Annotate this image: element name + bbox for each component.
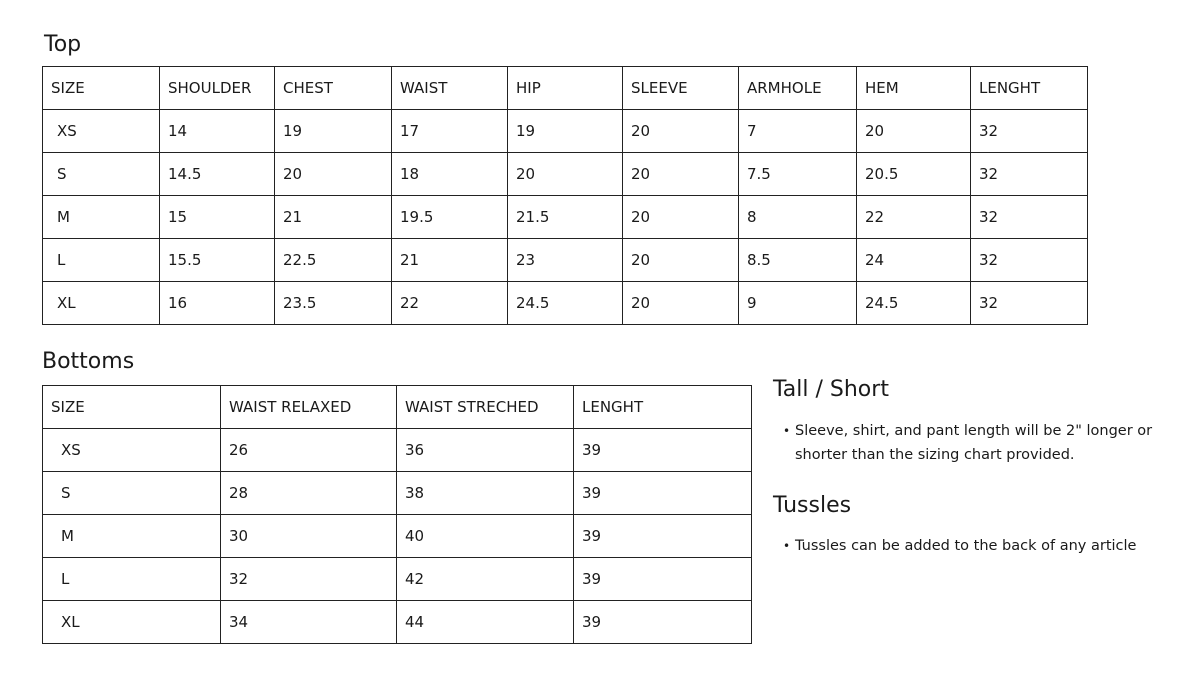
bottoms-table-cell: 39 [574, 429, 752, 472]
top-table-cell: 19 [508, 110, 623, 153]
top-table-cell: 18 [392, 153, 508, 196]
top-table-cell: 19 [275, 110, 392, 153]
top-column-header: HEM [857, 67, 971, 110]
bullet-icon: • [783, 539, 791, 553]
top-table-cell: 32 [971, 239, 1088, 282]
top-size-cell: XS [43, 110, 160, 153]
top-table-cell: 8.5 [739, 239, 857, 282]
tall-short-note-text: Sleeve, shirt, and pant length will be 2" longer or shorter than the sizing chart provided. [795, 423, 1153, 463]
tall-short-note [783, 419, 1183, 467]
bottoms-table-cell: 32 [221, 558, 397, 601]
bottoms-table-cell: 38 [397, 472, 574, 515]
top-table-row [43, 282, 1088, 325]
top-table-cell: 23 [508, 239, 623, 282]
top-table-cell: 32 [971, 196, 1088, 239]
bottoms-table-cell: 28 [221, 472, 397, 515]
top-size-table [42, 66, 1088, 325]
top-header-row [43, 67, 1088, 110]
top-table-row [43, 196, 1088, 239]
top-table-cell: 32 [971, 110, 1088, 153]
top-column-header: SHOULDER [160, 67, 275, 110]
top-table-cell: 9 [739, 282, 857, 325]
bottoms-size-cell: L [43, 558, 221, 601]
top-table-row [43, 239, 1088, 282]
top-column-header: HIP [508, 67, 623, 110]
top-table-cell: 23.5 [275, 282, 392, 325]
top-table-cell: 14.5 [160, 153, 275, 196]
top-size-cell: M [43, 196, 160, 239]
top-table-cell: 17 [392, 110, 508, 153]
bottoms-table-cell: 34 [221, 601, 397, 644]
bottoms-column-header: WAIST STRECHED [397, 386, 574, 429]
top-table-cell: 32 [971, 282, 1088, 325]
top-table-cell: 20 [623, 110, 739, 153]
tall-short-title: Tall / Short [773, 377, 889, 402]
bottoms-size-cell: S [43, 472, 221, 515]
top-size-cell: L [43, 239, 160, 282]
top-table-cell: 21 [275, 196, 392, 239]
top-size-cell: XL [43, 282, 160, 325]
bottoms-table-cell: 36 [397, 429, 574, 472]
tussles-note [783, 534, 1183, 558]
tussles-title: Tussles [773, 493, 852, 518]
top-table-cell: 32 [971, 153, 1088, 196]
tussles-note-text: Tussles can be added to the back of any article [795, 538, 1137, 554]
top-table-cell: 20 [623, 153, 739, 196]
bottoms-size-table [42, 385, 752, 644]
top-column-header: SIZE [43, 67, 160, 110]
bottoms-table-cell: 42 [397, 558, 574, 601]
bottoms-table-cell: 39 [574, 558, 752, 601]
top-table-cell: 24 [857, 239, 971, 282]
bottoms-table-cell: 44 [397, 601, 574, 644]
top-table-cell: 22 [857, 196, 971, 239]
bottoms-column-header: WAIST RELAXED [221, 386, 397, 429]
top-column-header: LENGHT [971, 67, 1088, 110]
top-table-cell: 20 [508, 153, 623, 196]
bottoms-table-row [43, 558, 752, 601]
bottoms-header-row [43, 386, 752, 429]
top-table-cell: 20 [275, 153, 392, 196]
bottoms-size-cell: XS [43, 429, 221, 472]
top-table-cell: 15.5 [160, 239, 275, 282]
top-table-cell: 24.5 [857, 282, 971, 325]
bottoms-table-row [43, 429, 752, 472]
top-table-cell: 15 [160, 196, 275, 239]
bottoms-column-header: LENGHT [574, 386, 752, 429]
top-column-header: SLEEVE [623, 67, 739, 110]
bottoms-table-cell: 39 [574, 472, 752, 515]
bottoms-section-title: Bottoms [42, 349, 135, 374]
bottoms-table-cell: 40 [397, 515, 574, 558]
top-table-cell: 24.5 [508, 282, 623, 325]
top-size-cell: S [43, 153, 160, 196]
bottoms-table-row [43, 472, 752, 515]
bottoms-size-cell: XL [43, 601, 221, 644]
top-table-row [43, 153, 1088, 196]
bottoms-size-cell: M [43, 515, 221, 558]
bottoms-table-row [43, 601, 752, 644]
bullet-icon: • [783, 424, 791, 438]
top-table-cell: 22.5 [275, 239, 392, 282]
top-section-title: Top [44, 32, 82, 57]
top-table-cell: 14 [160, 110, 275, 153]
top-table-cell: 20 [857, 110, 971, 153]
bottoms-table-cell: 39 [574, 515, 752, 558]
top-table-cell: 19.5 [392, 196, 508, 239]
top-table-cell: 20 [623, 239, 739, 282]
top-table-cell: 7.5 [739, 153, 857, 196]
bottoms-column-header: SIZE [43, 386, 221, 429]
top-table-cell: 16 [160, 282, 275, 325]
top-column-header: WAIST [392, 67, 508, 110]
top-table-cell: 20 [623, 196, 739, 239]
top-table-cell: 20 [623, 282, 739, 325]
top-table-cell: 7 [739, 110, 857, 153]
top-table-cell: 21 [392, 239, 508, 282]
top-table-cell: 8 [739, 196, 857, 239]
bottoms-table-cell: 26 [221, 429, 397, 472]
top-column-header: CHEST [275, 67, 392, 110]
top-table-cell: 22 [392, 282, 508, 325]
bottoms-table-row [43, 515, 752, 558]
top-table-cell: 20.5 [857, 153, 971, 196]
top-column-header: ARMHOLE [739, 67, 857, 110]
top-table-cell: 21.5 [508, 196, 623, 239]
bottoms-table-cell: 30 [221, 515, 397, 558]
bottoms-table-cell: 39 [574, 601, 752, 644]
top-table-row [43, 110, 1088, 153]
